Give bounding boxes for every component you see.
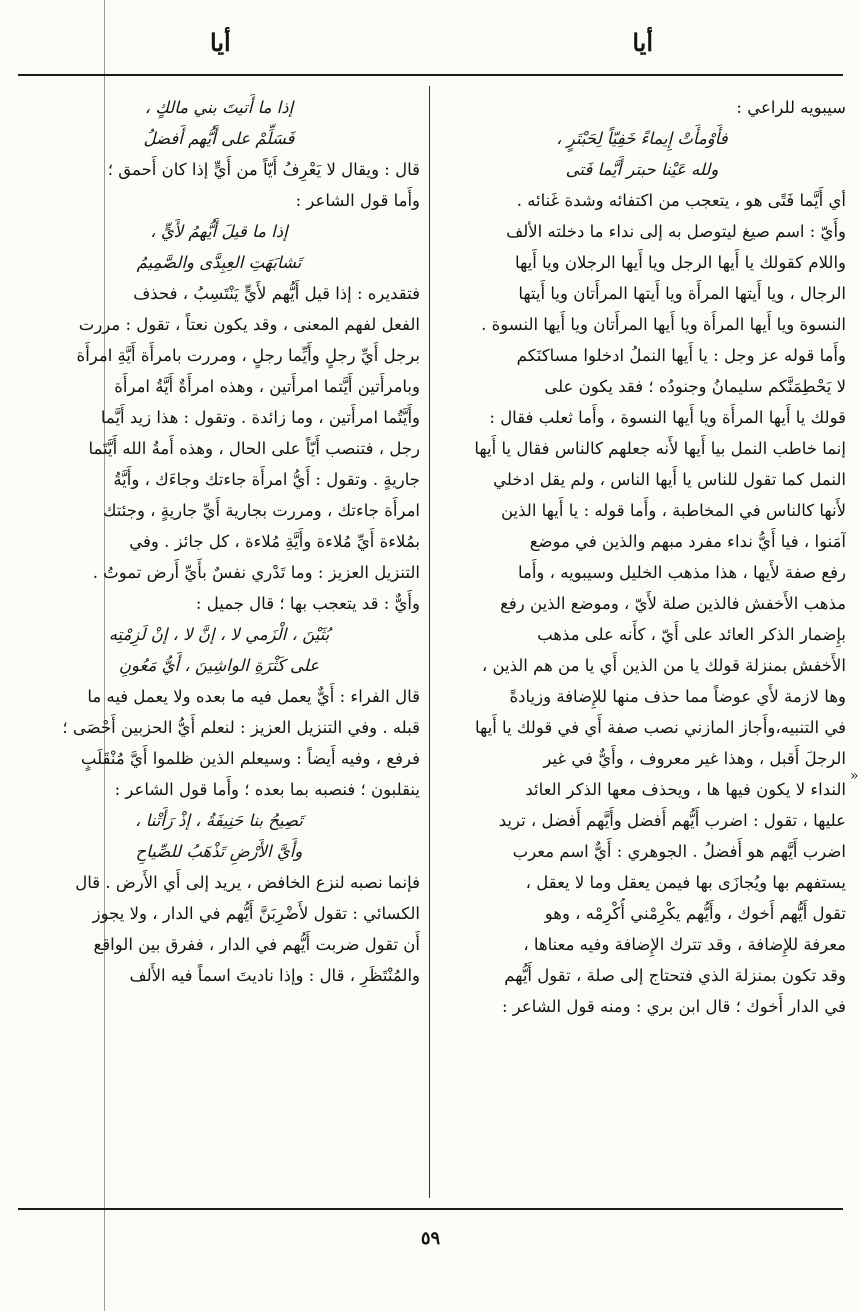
verse-line: على كَثْرَةِ الواشِينَ ، أَيُّ مَعُونِ (118, 656, 320, 675)
page-number: ٥٩ (420, 1228, 441, 1249)
footer-rule (18, 1208, 843, 1210)
verse-line: إذا ما قيلَ أَيُّهمُ لأَيٍّ ، (150, 222, 288, 241)
text-line: فإنما نصبه لنزع الخافض ، يريد إلى أَي الأَرض . قال (75, 873, 420, 892)
column-divider (429, 86, 430, 1198)
text-line: مذهب الأَخفش فالذين صلة لأَيّ ، وموضع الذين رفع (500, 594, 846, 613)
text-line: لأَنها كالناس في المخاطبة ، وأَما قوله : يا أَيها الذين (500, 501, 846, 520)
text-line: النمل كما تقول للناس يا أَيها الناس ، ولم يقل ادخلي (493, 470, 846, 489)
text-line: قولك يا أَيها المرأَة ويا أَيها النسوة ، وأَما ثعلب فقال : (489, 408, 846, 427)
header-word-left: أيا (210, 28, 231, 57)
text-line: يستفهم بها ويُجازَى بها فيمن يعقل وما لا يعقل ، (525, 873, 846, 892)
verse-line: فأَوْمأَتْ إِيماءً خَفِيّاً لِحَبْتَرٍ ، (556, 129, 728, 148)
verse-line: ولله عَيْنا حبتر أَيَّما فَتى (565, 160, 719, 179)
text-line: برجل أَيِّ رجلٍ وأَيِّما رجلٍ ، ومررت بامرأَة أَيَّةِ امرأَة (76, 346, 420, 365)
verse-line: بُثَيْنَ ، الْزَمي لا ، إنَّ لا ، إنْ لَزِمْتِه (108, 625, 330, 644)
text-line: جاريةٍ . وتقول : أَيُّ امرأَة جاءتك وجاءَك ، وأَيَّةُ (113, 470, 420, 489)
text-line: بمُلاءة أَيِّ مُلاءة وأَيَّةِ مُلاءة ، كل جائز . وفي (129, 532, 420, 551)
text-line: وبامرأَتين أَيَّتما امرأَتين ، وهذه امرأَةٌ أَيَّةُ امرأَة (114, 377, 420, 396)
text-line: سيبويه للراعي : (736, 98, 846, 117)
text-line: تقول أَيُّهم أَخوك ، وأَيُّهم يكْرِمْني أُكْرِمْه ، وهو (544, 904, 846, 923)
verse-line: فَسَلِّمْ على أَيُّهم أَفضلُ (143, 129, 295, 148)
text-line: وأَيٌّ : قد يتعجب بها ؛ قال جميل : (195, 594, 420, 613)
text-line: وقد تكون بمنزلة الذي فتحتاج إلى صلة ، تقول أَيُّهم (504, 966, 846, 985)
text-line: في التنبيه،وأَجاز المازني نصب صفة أَي في قولك يا أَيها (474, 718, 846, 737)
right-column (438, 92, 846, 1022)
text-line: اضرب أَيَّهم هو أَفضلُ . الجوهري : أَيٌّ اسم معرب (512, 842, 846, 861)
text-line: قال : ويقال لا يَعْرِفُ أَيّاً من أَيٍّ إذا كان أَحمق ؛ (107, 160, 420, 179)
text-line: وأَيَّتُما امرأَتين ، وما زائدة . وتقول : هذا زيد أَيَّما (100, 408, 420, 427)
text-line: فرفع ، وفيه أَيضاً : وسيعلم الذين ظلموا أَيَّ مُنْقَلَبٍ (80, 749, 420, 768)
text-line: الفعل لفهم المعنى ، وقد يكون نعتاً ، تقول : مررت (78, 315, 420, 334)
verse-line: تَشابَهَتِ العِبِدَّى والصَّمِيمُ (136, 253, 302, 272)
text-line: قبله . وفي التنزيل العزيز : لنعلم أَيُّ الحزبين أَحْصَى ؛ (62, 718, 420, 737)
text-line: والمُنْتَظَرِ ، قال : وإذا ناديتَ اسماً فيه الأَلف (129, 966, 420, 985)
text-line: واللام كقولك يا أَيها الرجل ويا أَيها الرجلان ويا أَيها (514, 253, 846, 272)
header-word-right: أيا (632, 28, 653, 57)
text-line: معرفة للإِضافة ، وقد تترك الإِضافة وفيه معناها ، (523, 935, 846, 954)
text-line: عليها ، تقول : اضرب أَيُّهم أَفضل وأَيَّهم أَفضل ، تريد (498, 811, 846, 830)
text-line: الأَخفش بمنزلة قولك يا من الذين أَي يا من هم الذين ، (481, 656, 846, 675)
text-line: النسوة ويا أَيها المرأَة ويا أَيها المرأَتان ويا أَيها النسوة . (481, 315, 846, 334)
verse-line: إذا ما أَتيتَ بني مالكٍ ، (144, 98, 294, 117)
text-line: الكسائي : تقول لأَضْرِبَنَّ أَيُّهم في الدار ، ولا يجوز (92, 904, 420, 923)
margin-mark: » (850, 768, 859, 784)
text-line: قال الفراء : أَيٌّ يعمل فيه ما بعده ولا يعمل فيه ما (87, 687, 420, 706)
text-line: أي أَيَّما فَتًى هو ، يتعجب من اكتفائه وشدة غَنائه . (516, 191, 846, 210)
text-line: في الدار أَخوك ؛ قال ابن بري : ومنه قول الشاعر : (501, 997, 846, 1016)
text-line: رجل ، فتنصب أَيّاً على الحال ، وهذه أَمةُ الله أَيَّتَما (88, 439, 420, 458)
text-line: التنزيل العزيز : وما تَدْري نفسٌ بأَيِّ أَرض تموتُ . (92, 563, 420, 582)
text-line: بإِضمار الذكر العائد على أَيّ ، كأَنه على مذهب (537, 625, 846, 644)
left-column (18, 92, 420, 991)
text-line: وأَيّ : اسم صيغ ليتوصل به إلى نداء ما دخلته الألف (506, 222, 846, 241)
text-line: وها لازمة لأَي عوضاً مما حذف منها للإِضافة وزيادةً (509, 687, 846, 706)
text-line: الرجلَ أَقبل ، وهذا غير معروف ، وأَيٌّ في غير (543, 749, 846, 768)
text-line: لا يَحْطِمَنَّكم سليمانُ وجنودُه ؛ فقد يكون على (544, 377, 846, 396)
header-rule (18, 74, 843, 76)
verse-line: وأَيَّ الأَرْضِ تَذْهَبُ للصِّياحِ (135, 842, 303, 861)
text-line: الرجال ، ويا أَيتها المرأَة ويا أَيتها المرأَتان ويا أَيتها (518, 284, 846, 303)
text-line: رفع صفة لأَيها ، هذا مذهب الخليل وسيبويه ، وأَما (517, 563, 846, 582)
text-line: وأَما قوله عز وجل : يا أَيها النملُ ادخلوا مساكنَكم (516, 346, 846, 365)
verse-line: تَصِيحُ بنا حَنِيفَةُ ، إذْ رَأَتْنا ، (135, 811, 303, 830)
text-line: فتقديره : إذا قيل أَيُّهم لأَيٍّ يَنْتَسِبُ ، فحذف (133, 284, 420, 303)
text-line: النداء لا يكون فيها ها ، ويحذف معها الذكر العائد (525, 780, 846, 799)
text-line: وأَما قول الشاعر : (295, 191, 420, 210)
text-line: إنما خاطب النمل بيا أَيها لأَنه جعلهم كالناس فقال يا أَيها (474, 439, 846, 458)
text-line: أَن تقول ضربت أَيُّهم في الدار ، ففرق بين الواقع (93, 935, 420, 954)
text-line: آمَنوا ، فيا أَيُّ نداء مفرد مبهم والذين في موضع (529, 532, 846, 551)
text-line: ينقلبون ؛ فنصبه بما بعده ؛ وأَما قول الشاعر : (114, 780, 420, 799)
text-line: امرأَة جاءتك ، ومررت بجارية أَيِّ جاريةٍ ، وجئتك (102, 501, 420, 520)
